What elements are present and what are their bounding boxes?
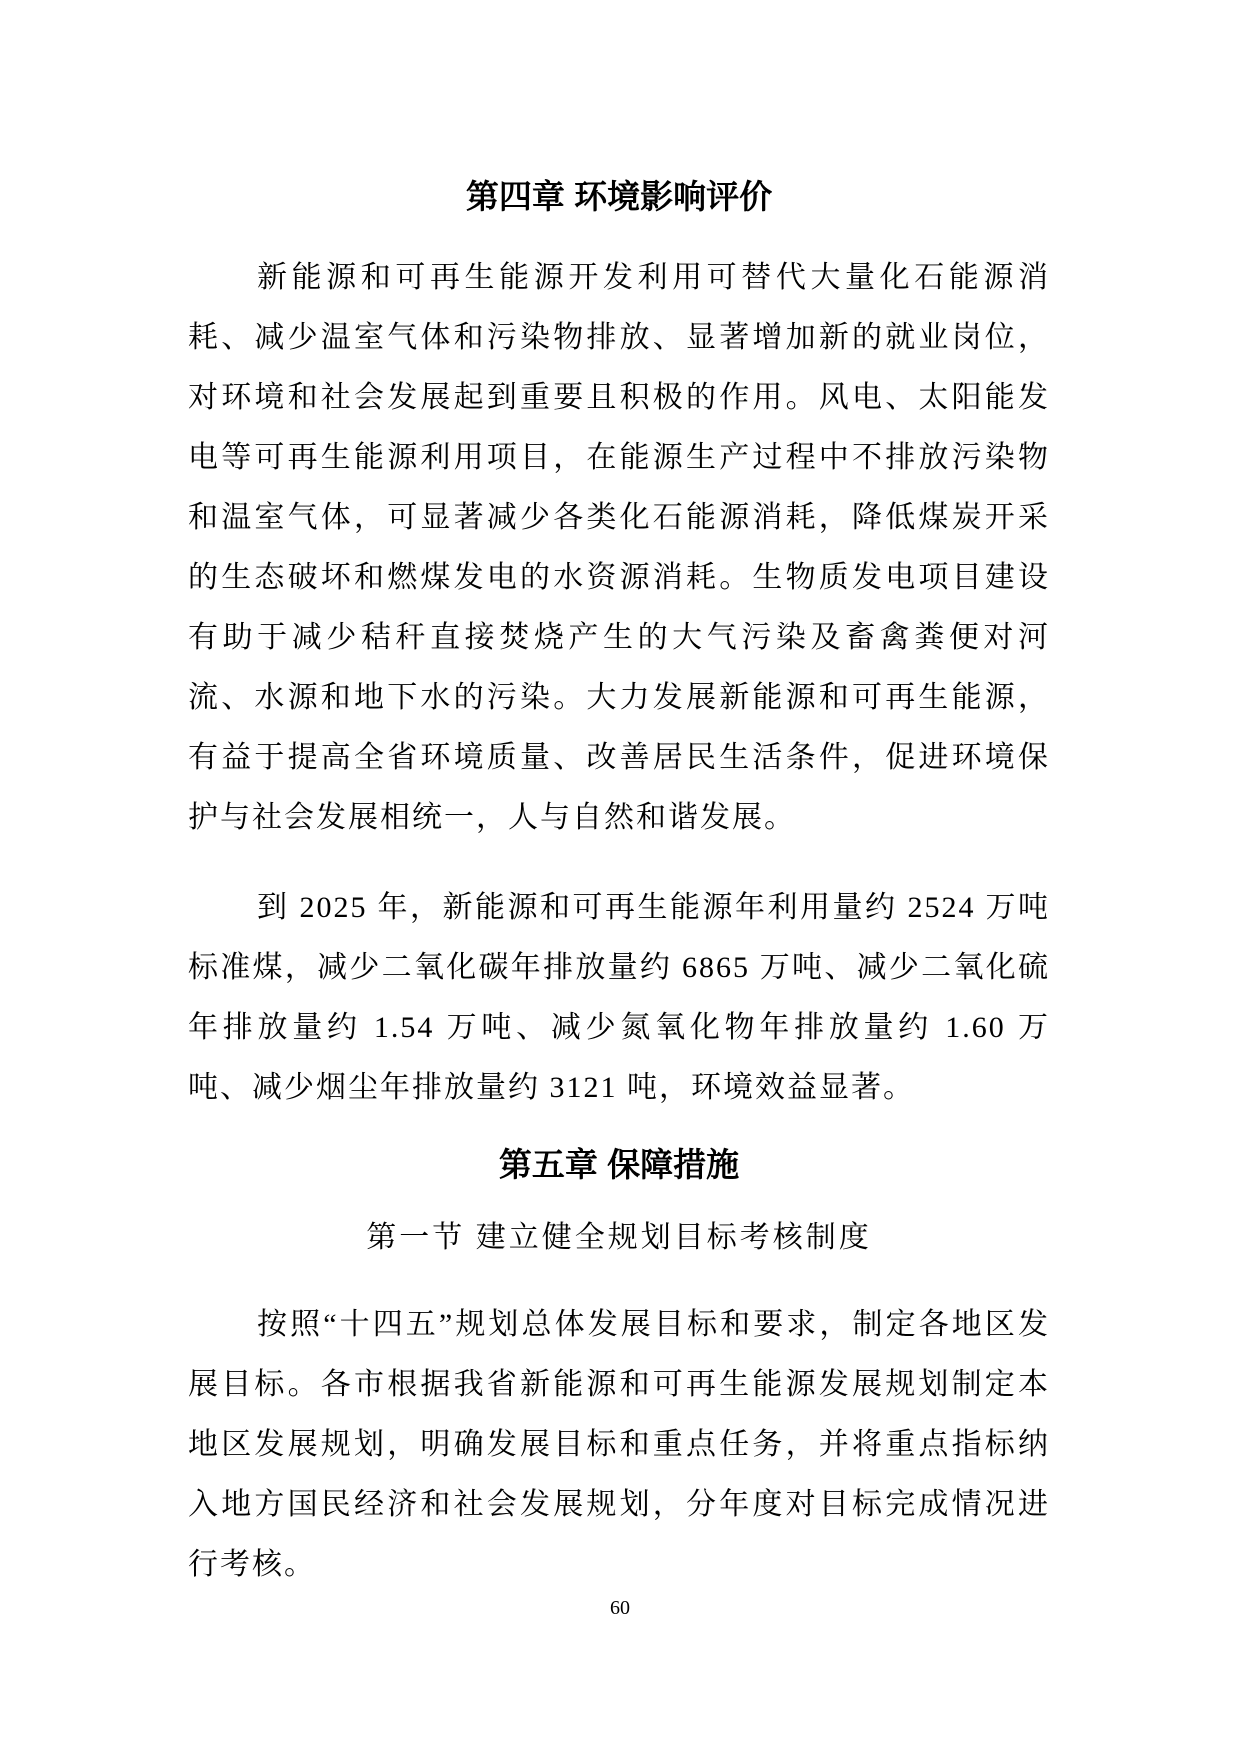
section-1-title: 第一节 建立健全规划目标考核制度 (366, 1221, 872, 1254)
page-number: 60 (610, 1597, 630, 1619)
chapter-4-title: 第四章 环境影响评价 (465, 178, 773, 215)
chapter-4-paragraph-2: 到 2025 年，新能源和可再生能源年利用量约 2524 万吨标准煤，减少二氧化碳年排放量约 6865 万吨、减少二氧化硫年排放量约 1.54 万吨、减少氮氧化物年排放量约 1.60 万吨、减少烟尘年排放量约 3121 吨，环境效益显著。 (188, 891, 1050, 1104)
chapter-5-title: 第五章 保障措施 (498, 1146, 740, 1183)
section-1-paragraph-1: 按照“十四五”规划总体发展目标和要求，制定各地区发展目标。各市根据我省新能源和可再生能源发展规划制定本地区发展规划，明确发展目标和重点任务，并将重点指标纳入地方国民经济和社会发展规划，分年度对目标完成情况进行考核。 (188, 1308, 1050, 1581)
chapter-4-paragraph-1: 新能源和可再生能源开发利用可替代大量化石能源消耗、减少温室气体和污染物排放、显著增加新的就业岗位，对环境和社会发展起到重要且积极的作用。风电、太阳能发电等可再生能源利用项目，在能源生产过程中不排放污染物和温室气体，可显著减少各类化石能源消耗，降低煤炭开采的生态破坏和燃煤发电的水资源消耗。生物质发电项目建设有助于减少秸秆直接焚烧产生的大气污染及畜禽粪便对河流、水源和地下水的污染。大力发展新能源和可再生能源，有益于提高全省环境质量、改善居民生活条件，促进环境保护与社会发展相统一，人与自然和谐发展。 (188, 261, 1050, 834)
